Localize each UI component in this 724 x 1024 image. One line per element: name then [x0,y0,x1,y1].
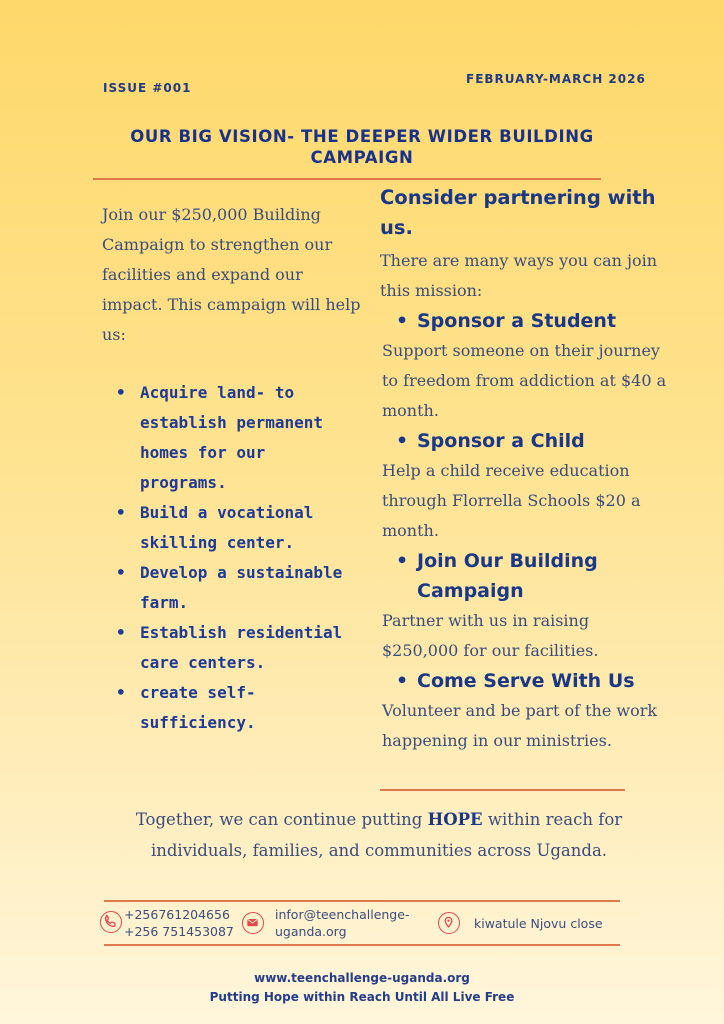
issue-number: ISSUE #001 [103,81,192,95]
footer [0,969,724,1007]
contact-top-divider [104,900,620,902]
campaign-goals-list [100,378,360,738]
phone-number-secondary[interactable]: +256 751453087 [124,924,234,939]
title-divider [93,178,601,180]
goal-item-land: • Acquire land- to establish permanent homes for our programs. [100,378,360,498]
location-pin-icon [438,912,460,934]
phone-number-primary[interactable]: +256761204656 [124,907,230,922]
goal-item-farm: • Develop a sustainable farm. [100,558,360,618]
street-address: kiwatule Njovu close [474,916,603,931]
option-sponsor-child-title: • Sponsor a Child [380,426,670,456]
closing-text-before: Together, we can continue putting [135,810,428,829]
option-sponsor-child-desc: Help a child receive education through Florrella Schools $20 a month. [382,461,641,540]
tagline: Putting Hope within Reach Until All Live Free [209,990,515,1004]
goal-item-self-sufficiency: • create self-sufficiency. [100,678,360,738]
contact-row [98,906,628,942]
goal-item-vocational-center: • Build a vocational skilling center. [100,498,360,558]
website-link[interactable]: www.teenchallenge-uganda.org [254,971,470,985]
partnering-heading: Consider partnering with us. [380,186,656,239]
goal-item-residential-care: • Establish residential care centers. [100,618,360,678]
closing-text-after: within reach for individuals, families, and communities across Uganda. [150,810,623,860]
partnering-intro: There are many ways you can join this mission: [380,251,658,300]
closing-divider [380,789,625,791]
contact-bottom-divider [104,944,620,946]
envelope-icon [242,912,264,934]
option-serve-title: • Come Serve With Us [380,666,670,696]
option-serve-desc: Volunteer and be part of the work happening in our ministries. [382,701,658,750]
page-title: OUR BIG VISION- THE DEEPER WIDER BUILDING CAMPAIGN [130,127,594,167]
option-building-campaign-desc: Partner with us in raising $250,000 for our facilities. [382,611,599,660]
email-address[interactable]: infor@teenchallenge-uganda.org [275,907,410,939]
option-building-campaign-title: • Join Our Building Campaign [380,546,670,606]
option-sponsor-student-title: • Sponsor a Student [380,306,670,336]
partnering-section [380,183,670,756]
closing-statement [104,804,654,866]
issue-date: FEBRUARY-MARCH 2026 [466,72,646,86]
campaign-intro: Join our $250,000 Building Campaign to strengthen our facilities and expand our impact. This campaign will help us: [102,205,361,344]
hope-highlight: HOPE [427,810,483,829]
option-sponsor-student-desc: Support someone on their journey to freedom from addiction at $40 a month. [382,341,667,420]
phone-icon [100,911,122,933]
